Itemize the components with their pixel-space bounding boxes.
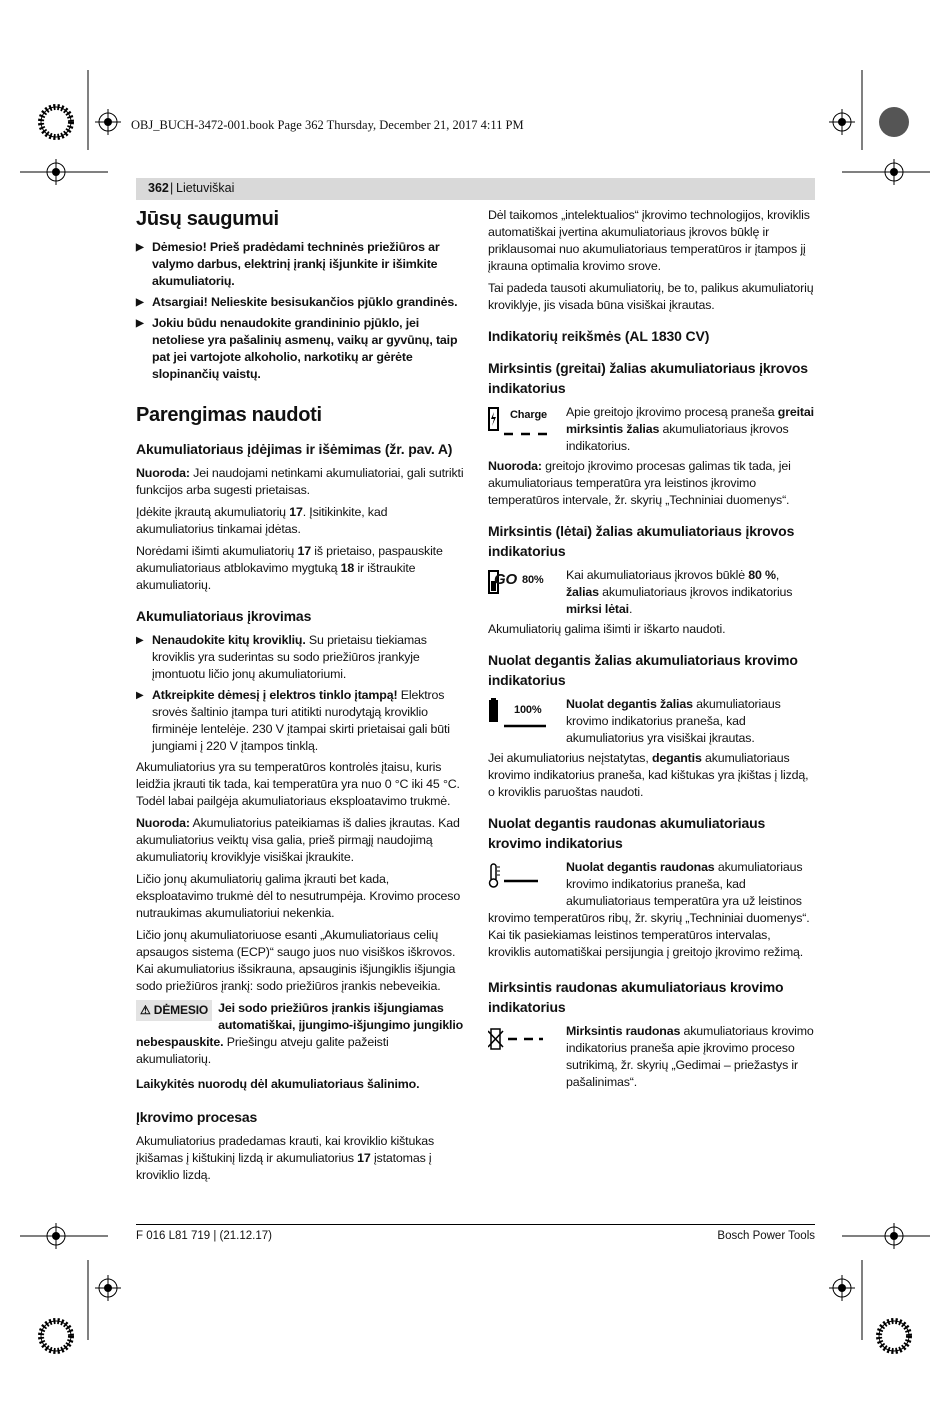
safety-bullet: ▶ Atsargiai! Nelieskite besisukančios pjūklo grandinės.: [136, 294, 464, 311]
slow-blink-row: [488, 567, 815, 618]
disposal-note: Laikykitės nuorodų dėl akumuliatoriaus šalinimo.: [136, 1077, 420, 1091]
heading-charging: Akumuliatoriaus įkrovimas: [136, 608, 312, 624]
note-paragraph: Nuoroda: Jei naudojami netinkami akumuliatoriai, gali sutrikti funkcijos arba sugesti prietaisas.: [136, 466, 464, 497]
battery-care-paragraph: Tai padeda tausoti akumuliatorių, be to, palikus akumuliatorių kroviklyje, jis visada būna visiškai įkrautas.: [488, 281, 814, 312]
heading-preparation: Parengimas naudoti: [136, 404, 322, 426]
slow-blink-paragraph: Akumuliatorių galima išimti ir iškarto naudoti.: [488, 622, 726, 636]
red-flash-row: [488, 1023, 815, 1091]
remove-paragraph: Norėdami išimti akumuliatorių 17 iš prietaiso, paspauskite akumuliatoriaus atblokavimo mygtuką 18 ir ištraukite akumuliatorių.: [136, 544, 443, 592]
warning-paragraph: ⚠ DĖMESIO Jei sodo priežiūros įrankis išjungiamas automatiškai, įjungimo-išjungimo jungiklio nebespauskite. Priešingu atveju galite pažeisti akumuliatorių.: [136, 1001, 464, 1066]
page-number: 362: [148, 181, 169, 195]
heading-steady-green: Nuolat degantis žalias akumuliatoriaus krovimo indikatorius: [488, 652, 798, 688]
heading-red-flash: Mirksintis raudonas akumuliatoriaus krovimo indikatorius: [488, 979, 784, 1015]
heading-insert-battery: Akumuliatoriaus įdėjimas ir išėmimas (žr. pav. A): [136, 441, 453, 457]
left-column: [136, 207, 464, 1189]
book-info-line: OBJ_BUCH-3472-001.book Page 362 Thursday, December 21, 2017 4:11 PM: [131, 118, 524, 132]
fast-blink-row: [488, 404, 815, 455]
temperature-paragraph: Akumuliatorius yra su temperatūros kontrolės įtaisu, kuris leidžia įkrauti tik tada, kai temperatūra yra nuo 0 °C iki 45 °C. Todėl labai pailgėja akumuliatoriaus eksploatavimo trukmė.: [136, 760, 460, 808]
process-paragraph: Akumuliatorius pradedamas krauti, kai kroviklio kištukas įkišamas į kištukinį lizdą ir akumuliatorius 17 įstatomas į kroviklio lizdą.: [136, 1134, 435, 1182]
charging-bullet: ▶ Nenaudokite kitų kroviklių. Su prietaisu tiekiamas kroviklis yra suderintas su sodo priežiūros įrankyje įmontuotu ličio jonų akumuliatoriumi.: [136, 632, 464, 683]
steady-green-paragraph: Jei akumuliatorius neįstatytas, degantis akumuliatoriaus krovimo indikatorius praneša, kad kištukas yra įkištas į lizdą, o kroviklis paruoštas naudoti.: [488, 751, 809, 799]
battery-fault-icon: [488, 1023, 566, 1063]
heading-safety: Jūsų saugumui: [136, 208, 279, 230]
note-paragraph: Nuoroda: Akumuliatorius pateikiamas iš dalies įkrautas. Kad akumuliatorius veiktų visa galia, prieš pirmąjį naudojimą akumuliatorių kroviklyje visiškai įkraukite.: [136, 816, 460, 864]
warning-triangle-icon: ⚠: [140, 1003, 151, 1017]
charging-bullet: ▶ Atkreipkite dėmesį į elektros tinklo įtampą! Elektros srovės šaltinio įtampa turi atitikti nurodytąją kroviklio firminėje lentelėje. 230 V įtampai skirti prietaisai gali būti jungiami į 220 V įtampos tinklą.: [136, 687, 464, 755]
safety-bullet: ▶ Jokiu būdu nenaudokite grandininio pjūklo, jei netoliese yra pašalinių asmenų, vaikų ar gyvūnų, taip pat jei vartojote alkoholio, narkotikų ar gėrėte slopinančių vaistų.: [136, 315, 464, 383]
warning-badge: ⚠ DĖMESIO: [136, 1000, 212, 1021]
heading-steady-red: Nuolat degantis raudonas akumuliatoriaus krovimo indikatorius: [488, 815, 766, 851]
insert-paragraph: Įdėkite įkrautą akumuliatorių 17. Įsitikinkite, kad akumuliatorius tinkamai įdėtas.: [136, 505, 388, 536]
page-header: [136, 178, 815, 200]
document-code: F 016 L81 719 | (21.12.17): [136, 1230, 272, 1242]
heading-slow-blink: Mirksintis (lėtai) žalias akumuliatoriaus įkrovos indikatorius: [488, 523, 795, 559]
thermometer-icon: [488, 859, 566, 901]
red-flash-text: Mirksintis raudonas akumuliatoriaus krovimo indikatorius praneša apie įkrovimo proceso sutrikimą, žr. skyrių „Gedimai – priežastys ir pašalinimas“.: [566, 1024, 814, 1089]
note-paragraph: Nuoroda: greitojo įkrovimo procesas galimas tik tada, jei akumuliatoriaus temperatūra yra leistinos įkrovimo temperatūros intervale, žr. skyrių „Techniniai duomenys“.: [488, 459, 791, 507]
steady-red-row: [488, 859, 815, 961]
steady-green-text: Nuolat degantis žalias akumuliatoriaus krovimo indikatorius praneša, kad akumuliatorius yra visiškai įkrautas.: [566, 697, 781, 745]
steady-red-text: Nuolat degantis raudonas akumuliatoriaus krovimo indikatorius praneša, kad akumuliatoriaus temperatūra yra už leistinos krovimo temperatūros ribų, žr. skyrių „Techniniai duomenys“. Kai tik pasiekiamas leistinos temperatūros intervalas, kroviklis automatiškai persijungia į greitojo įkrovimo režimą.: [488, 860, 810, 959]
slow-blink-text: Kai akumuliatoriaus įkrovos būklė 80 %, žalias akumuliatoriaus įkrovos indikatorius mirksi lėtai.: [566, 568, 793, 616]
page-footer: [136, 1224, 815, 1242]
charge-indicator-icon: Charge: [488, 404, 566, 444]
publisher: Bosch Power Tools: [717, 1230, 815, 1242]
right-column: [488, 207, 815, 1094]
intelligent-charging-paragraph: Dėl taikomos „intelektualios“ įkrovimo technologijos, kroviklis automatiškai įvertina akumuliatoriaus įkrovos būklę ir priklausomai nuo akumuliatoriaus temperatūros ir įtampos jį įkrauna optimalia krovimo srove.: [488, 208, 810, 273]
safety-bullet: ▶ Dėmesio! Prieš pradėdami techninės priežiūros ar valymo darbus, elektrinį įrankį išjunkite ir išimkite akumuliatorių.: [136, 239, 464, 290]
heading-charging-process: Įkrovimo procesas: [136, 1109, 258, 1125]
heading-indicators: Indikatorių reikšmės (AL 1830 CV): [488, 328, 710, 344]
li-ion-paragraph: Ličio jonų akumuliatorių galima įkrauti bet kada, eksploatavimo trukmė dėl to nesutrumpėja. Krovimo proceso nutraukimas akumuliatoriui nekenkia.: [136, 872, 461, 920]
steady-green-row: [488, 696, 815, 747]
heading-fast-blink: Mirksintis (greitai) žalias akumuliatoriaus įkrovos indikatorius: [488, 360, 808, 396]
go-80-icon: GO 80%: [488, 567, 566, 607]
fast-blink-text: Apie greitojo įkrovimo procesą praneša greitai mirksintis žalias akumuliatoriaus įkrovos indikatorius.: [566, 405, 814, 453]
ecp-paragraph: Ličio jonų akumuliatoriuose esanti „Akumuliatoriaus celių apsaugos sistema (ECP)“ saugo juos nuo visiškos iškrovos. Kai akumuliatorius išsikrauna, apsauginis išjungiklis išjungia sodo priežiūros įrankį: sodo priežiūros įrankis nebeveikia.: [136, 928, 456, 993]
language-label: Lietuviškai: [176, 181, 235, 195]
full-battery-icon: 100%: [488, 696, 566, 736]
header-separator: |: [170, 181, 174, 195]
